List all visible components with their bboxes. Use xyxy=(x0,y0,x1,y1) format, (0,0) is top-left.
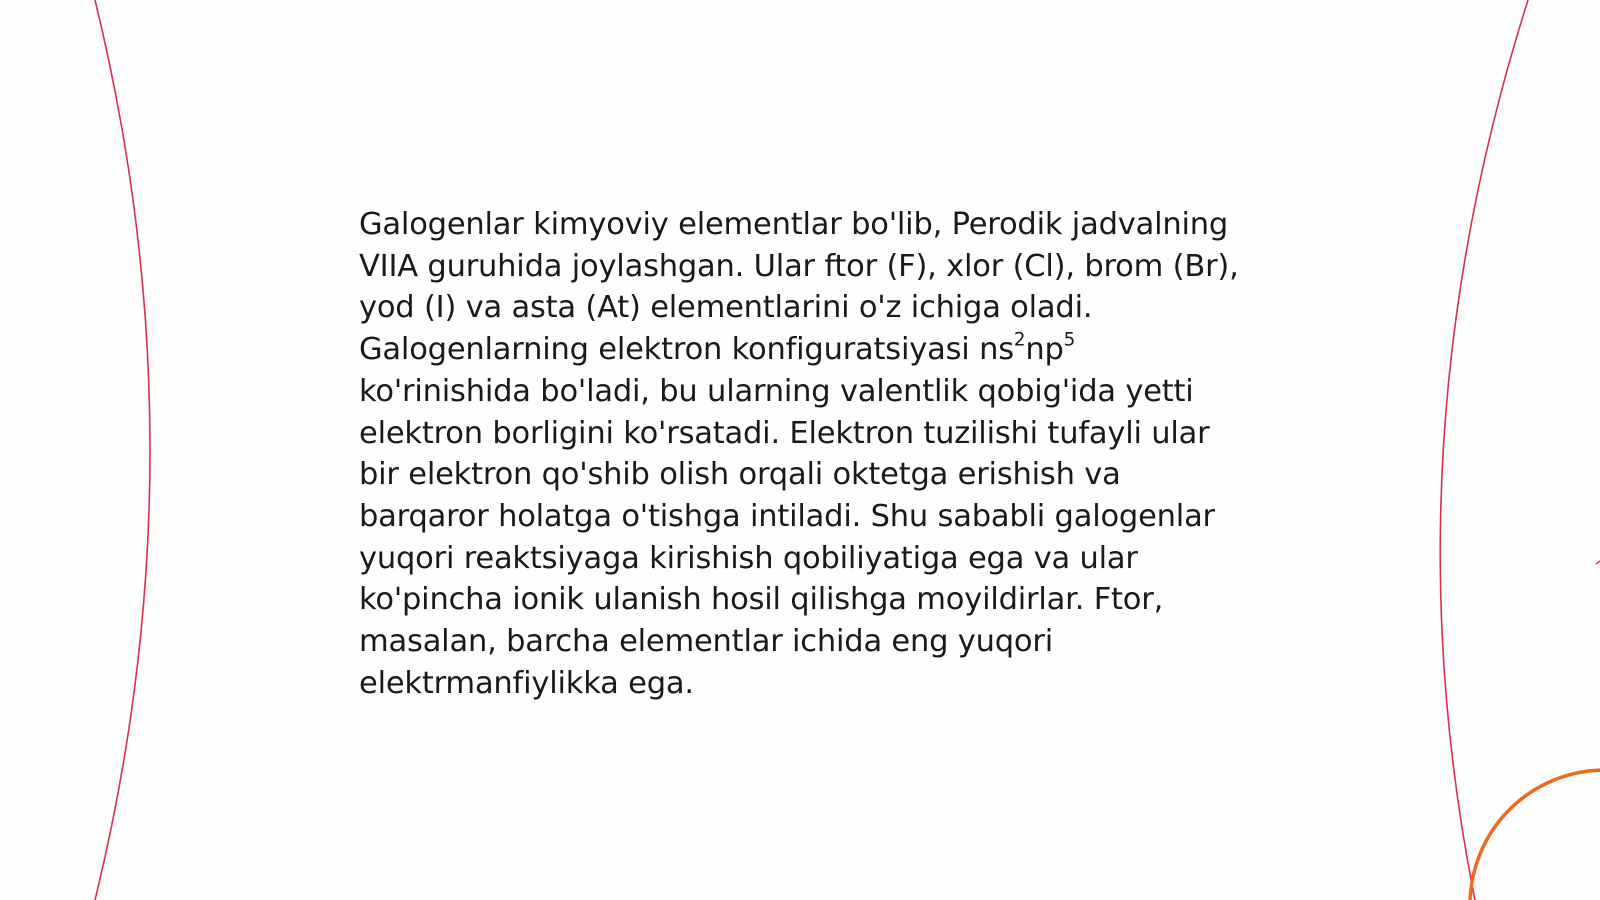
left-curve-line xyxy=(95,0,150,900)
right-edge-tick xyxy=(1596,561,1600,564)
right-curve-line xyxy=(1440,0,1528,900)
superscript-two: 2 xyxy=(1013,329,1026,351)
body-paragraph xyxy=(359,204,1239,704)
orange-circle-outline xyxy=(1470,770,1600,900)
superscript-five: 5 xyxy=(1063,329,1076,351)
paragraph-text-start: Galogenlar kimyoviy elementlar bo'lib, Perodik jadvalning VIIA guruhida joylashgan. Ular ftor (F), xlor (Cl), brom (Br), yod (I) va asta (At) elementlarini o'z ichiga oladi. Galogenlarning elektron konfiguratsiyasi ns xyxy=(359,207,1239,368)
paragraph-text-end: ko'rinishida bo'ladi, bu ularning valentlik qobig'ida yetti elektron borligini ko'rsatadi. Elektron tuzilishi tufayli ular bir elektron qo'shib olish orqali oktetga erishish va barqaror holatga o'tishga intiladi. Shu sababli galogenlar yuqori reaktsiyaga kirishish qobiliyatiga ega va ular ko'pincha ionik ulanish hosil qilishga moyildirlar. Ftor, masalan, barcha elementlar ichida eng yuqori elektrmanfiylikka ega. xyxy=(359,373,1215,701)
paragraph-text-np: np xyxy=(1025,332,1064,368)
